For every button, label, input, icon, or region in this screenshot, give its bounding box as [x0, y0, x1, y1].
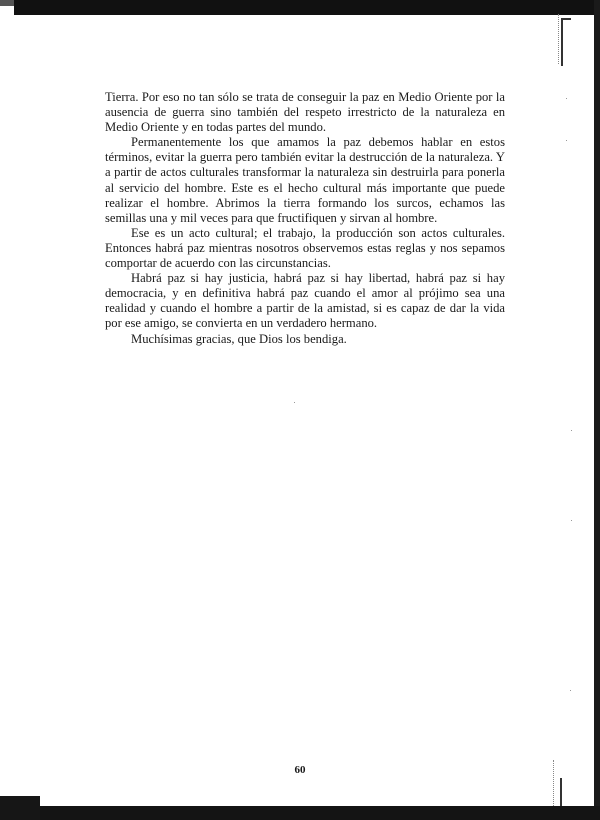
scan-speck	[294, 402, 295, 403]
paragraph-1: Tierra. Por eso no tan sólo se trata de conseguir la paz en Medio Oriente por la ausencia de guerra sino también del respeto irrestricto de la naturaleza en Medio Oriente y en todas partes del mundo.	[105, 90, 505, 135]
paragraph-5: Muchísimas gracias, que Dios los bendiga.	[131, 331, 347, 346]
scan-edge-top-fade	[0, 0, 14, 6]
scan-speck	[571, 520, 572, 521]
crop-mark-top-right	[561, 18, 571, 66]
scan-speck	[571, 430, 572, 431]
crop-mark-bottom-right	[550, 778, 562, 808]
scan-edge-bottom	[40, 806, 600, 820]
scan-speck	[566, 98, 567, 99]
scan-speck	[570, 690, 571, 691]
paragraph-4: Habrá paz si hay justicia, habrá paz si hay libertad, habrá paz si hay democracia, y en definitiva habrá paz cuando el amor al prójimo sea una realidad y cuando el hombre a partir de la amistad, si es capaz de dar la vida por ese amigo, se convierta en un verdadero hermano.	[105, 271, 505, 331]
scan-edge-bottom-left	[0, 796, 40, 820]
paragraph-3: Ese es un acto cultural; el trabajo, la producción son actos culturales. Entonces habrá paz mientras nosotros observemos estas reglas y nos sepamos comportar de acuerdo con las circunstancias.	[105, 225, 505, 271]
scan-edge-top	[14, 0, 600, 15]
scan-speck	[566, 140, 567, 141]
body-text	[105, 90, 505, 347]
scan-edge-right	[594, 0, 600, 820]
page-number: 60	[294, 764, 306, 776]
paragraph-2: Permanentemente los que amamos la paz debemos hablar en estos términos, evitar la guerra pero también evitar la destrucción de la naturaleza. Y a partir de actos culturales transformar la naturaleza sin destruirla para ponerla al servicio del hombre. Este es el hecho cultural más importante que puede realizar el hombre. Abrimos la tierra formando los surcos, echamos las semillas una y mil veces para que fructifiquen y sirvan al hombre.	[105, 135, 505, 225]
